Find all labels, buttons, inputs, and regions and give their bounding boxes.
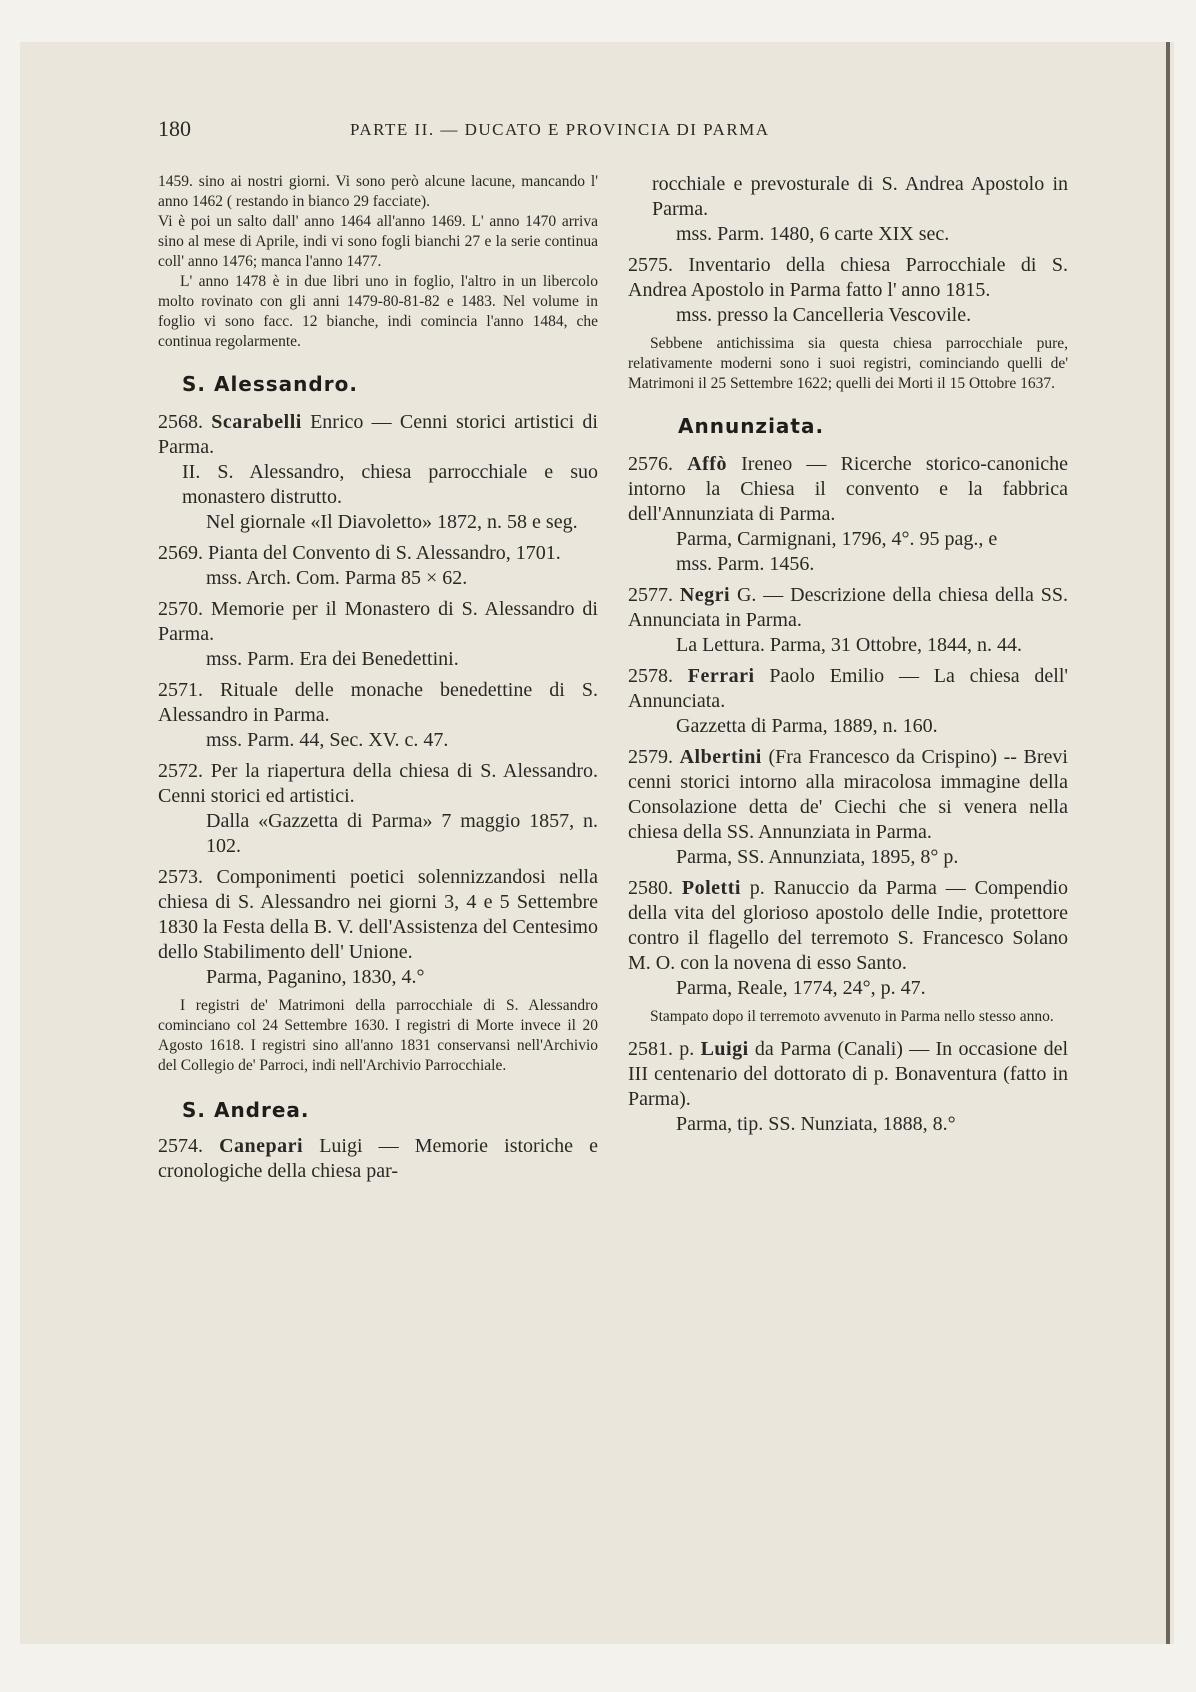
- entry-2580: [628, 876, 1068, 1001]
- entry-source: mss. presso la Cancelleria Vescovile.: [676, 304, 972, 326]
- running-title: PARTE II. — DUCATO E PROVINCIA DI PARMA: [350, 120, 770, 139]
- entry-source: Parma, Reale, 1774, 24°, p. 47.: [676, 977, 926, 999]
- entry-author: Poletti: [681, 877, 741, 899]
- entry-title: (Fra Francesco da Crispino) -- Brevi cenni storici intorno alla miracolosa immagine della Consolazione detta de' Ciechi che si venera nella chiesa della SS. Annunziata in Parma.: [628, 746, 1068, 843]
- entry-source: Gazzetta di Parma, 1889, n. 160.: [676, 715, 938, 737]
- entry-number: 2575.: [628, 254, 673, 276]
- entry-source: Nel giornale «Il Diavoletto» 1872, n. 58 e seg.: [206, 511, 578, 533]
- entry-source: Parma, Carmignani, 1796, 4°. 95 pag., e: [676, 528, 998, 550]
- entry-author-prefix: p.: [673, 1038, 701, 1060]
- entry-number: 2576.: [628, 453, 673, 475]
- entry-title: Ireneo — Ricerche storico-canoniche intorno la Chiesa il convento e la fabbrica dell'Annunziata di Parma.: [628, 453, 1068, 525]
- entry-number: 2573.: [158, 866, 203, 888]
- entry-source: mss. Arch. Com. Parma 85 × 62.: [206, 567, 468, 589]
- entry-author: Negri: [679, 584, 731, 606]
- entry-number: 2570.: [158, 598, 203, 620]
- entry-2576: [628, 452, 1068, 577]
- entry-source: Dalla «Gazzetta di Parma» 7 maggio 1857, n. 102.: [206, 810, 598, 857]
- entry-2572: [158, 759, 598, 859]
- entry-author: Luigi: [700, 1038, 749, 1060]
- entry-number: 2568.: [158, 411, 203, 433]
- entry-title: G. — Descrizione della chiesa della SS. Annunciata in Parma.: [628, 584, 1069, 631]
- left-column: [158, 172, 598, 1190]
- section-heading-s-andrea: S. Andrea.: [182, 1098, 310, 1122]
- entry-number: 2571.: [158, 679, 203, 701]
- entry-2578: [628, 664, 1068, 739]
- entry-2574: [158, 1134, 598, 1184]
- page-number: 180: [158, 116, 191, 141]
- entry-author: Affò: [687, 453, 727, 475]
- entry-2579: [628, 745, 1068, 870]
- entry-2570: [158, 597, 598, 672]
- entry-title: Luigi — Memorie istoriche e cronologiche della chiesa par-: [158, 1135, 599, 1182]
- entry-2569: [158, 541, 598, 591]
- entry-title: Memorie per il Monastero di S. Alessandro di Parma.: [158, 598, 598, 645]
- entry-title-continued: rocchiale e prevosturale di S. Andrea Apostolo in Parma.: [652, 173, 1068, 220]
- entry-source: La Lettura. Parma, 31 Ottobre, 1844, n. 44.: [676, 634, 1023, 656]
- entry-2575: [628, 253, 1068, 328]
- entry-title: p. Ranuccio da Parma — Compendio della vita del glorioso apostolo delle Indie, protettore contro il flagello del terremoto S. Francesco Solano M. O. con la novena di esso Santo.: [628, 877, 1069, 974]
- entry-author: Canepari: [219, 1135, 304, 1157]
- entry-author: Ferrari: [687, 665, 755, 687]
- entry-author: Scarabelli: [211, 411, 302, 433]
- note-registri-alessandro: I registri de' Matrimoni della parrocchiale di S. Alessandro cominciano col 24 Settembre 1630. I registri di Morte invece il 20 Agosto 1618. I registri sino all'anno 1831 conservansi nell'Archivio del Collegio de' Parroci, indi nell'Archivio Parrocchiale.: [158, 997, 598, 1074]
- entry-source: mss. Parm. 1480, 6 carte XIX sec.: [676, 223, 950, 245]
- entry-title: da Parma (Canali) — In occasione del III centenario del dottorato di p. Bonaventura (fatto in Parma).: [628, 1038, 1069, 1110]
- note-registri-andrea: Sebbene antichissima sia questa chiesa parrocchiale pure, relativamente moderni sono i suoi registri, cominciando quelli de' Matrimoni il 25 Settembre 1622; quelli dei Morti il 15 Ottobre 1637.: [628, 335, 1068, 392]
- entry-subtitle: II. S. Alessandro, chiesa parrocchiale e suo monastero distrutto.: [182, 461, 598, 508]
- entry-number: 2577.: [628, 584, 673, 606]
- running-header: [0, 116, 1196, 146]
- entry-source: Parma, SS. Annunziata, 1895, 8° p.: [676, 846, 959, 868]
- intro-paragraph-1: 1459. sino ai nostri giorni. Vi sono però alcune lacune, mancando l' anno 1462 ( restando in bianco 29 facciate).: [158, 173, 598, 210]
- entry-2573: [158, 865, 598, 990]
- entry-2574-continued: [628, 172, 1068, 247]
- entry-title: Enrico — Cenni storici artistici di Parma.: [158, 411, 598, 458]
- entry-number: 2574.: [158, 1135, 203, 1157]
- entry-title: Pianta del Convento di S. Alessandro, 1701.: [203, 542, 561, 564]
- note-stampato: Stampato dopo il terremoto avvenuto in Parma nello stesso anno.: [650, 1008, 1054, 1025]
- entry-2581: [628, 1037, 1068, 1137]
- intro-paragraph-2: Vi è poi un salto dall' anno 1464 all'anno 1469. L' anno 1470 arriva sino al mese di Aprile, indi vi sono fogli bianchi 27 e la serie continua coll' anno 1476; manca l'anno 1477.: [158, 213, 598, 270]
- section-heading-s-alessandro: S. Alessandro.: [182, 372, 358, 396]
- entry-number: 2578.: [628, 665, 673, 687]
- entry-number: 2569.: [158, 542, 203, 564]
- entry-source-2: mss. Parm. 1456.: [676, 553, 815, 575]
- entry-source: mss. Parm. Era dei Benedettini.: [206, 648, 459, 670]
- intro-paragraph-3: L' anno 1478 è in due libri uno in foglio, l'altro in un libercolo molto rovinato con gli anni 1479-80-81-82 e 1483. Nel volume in foglio vi sono facc. 12 bianche, indi comincia l'anno 1484, che continua regolarmente.: [158, 273, 598, 350]
- entry-number: 2581.: [628, 1038, 673, 1060]
- entry-title: Inventario della chiesa Parrocchiale di S. Andrea Apostolo in Parma fatto l' anno 1815.: [628, 254, 1068, 301]
- entry-title: Rituale delle monache benedettine di S. Alessandro in Parma.: [158, 679, 598, 726]
- section-heading-annunziata: Annunziata.: [678, 414, 825, 438]
- entry-2577: [628, 583, 1068, 658]
- entry-author: Albertini: [679, 746, 762, 768]
- page-edge: [1166, 42, 1170, 1644]
- right-column: [628, 172, 1068, 1143]
- entry-title: Paolo Emilio — La chiesa dell' Annunciata.: [628, 665, 1068, 712]
- entry-title: Componimenti poetici solennizzandosi nella chiesa di S. Alessandro nei giorni 3, 4 e 5 Settembre 1830 la Festa della B. V. dell'Assistenza del Centesimo dello Stabilimento dell' Unione.: [158, 866, 598, 963]
- entry-title: Per la riapertura della chiesa di S. Alessandro. Cenni storici ed artistici.: [158, 760, 598, 807]
- entry-source: mss. Parm. 44, Sec. XV. c. 47.: [206, 729, 449, 751]
- entry-source: Parma, tip. SS. Nunziata, 1888, 8.°: [676, 1113, 956, 1135]
- entry-number: 2572.: [158, 760, 203, 782]
- entry-number: 2580.: [628, 877, 673, 899]
- entry-2571: [158, 678, 598, 753]
- entry-source: Parma, Paganino, 1830, 4.°: [206, 966, 425, 988]
- entry-number: 2579.: [628, 746, 673, 768]
- entry-2568: [158, 410, 598, 535]
